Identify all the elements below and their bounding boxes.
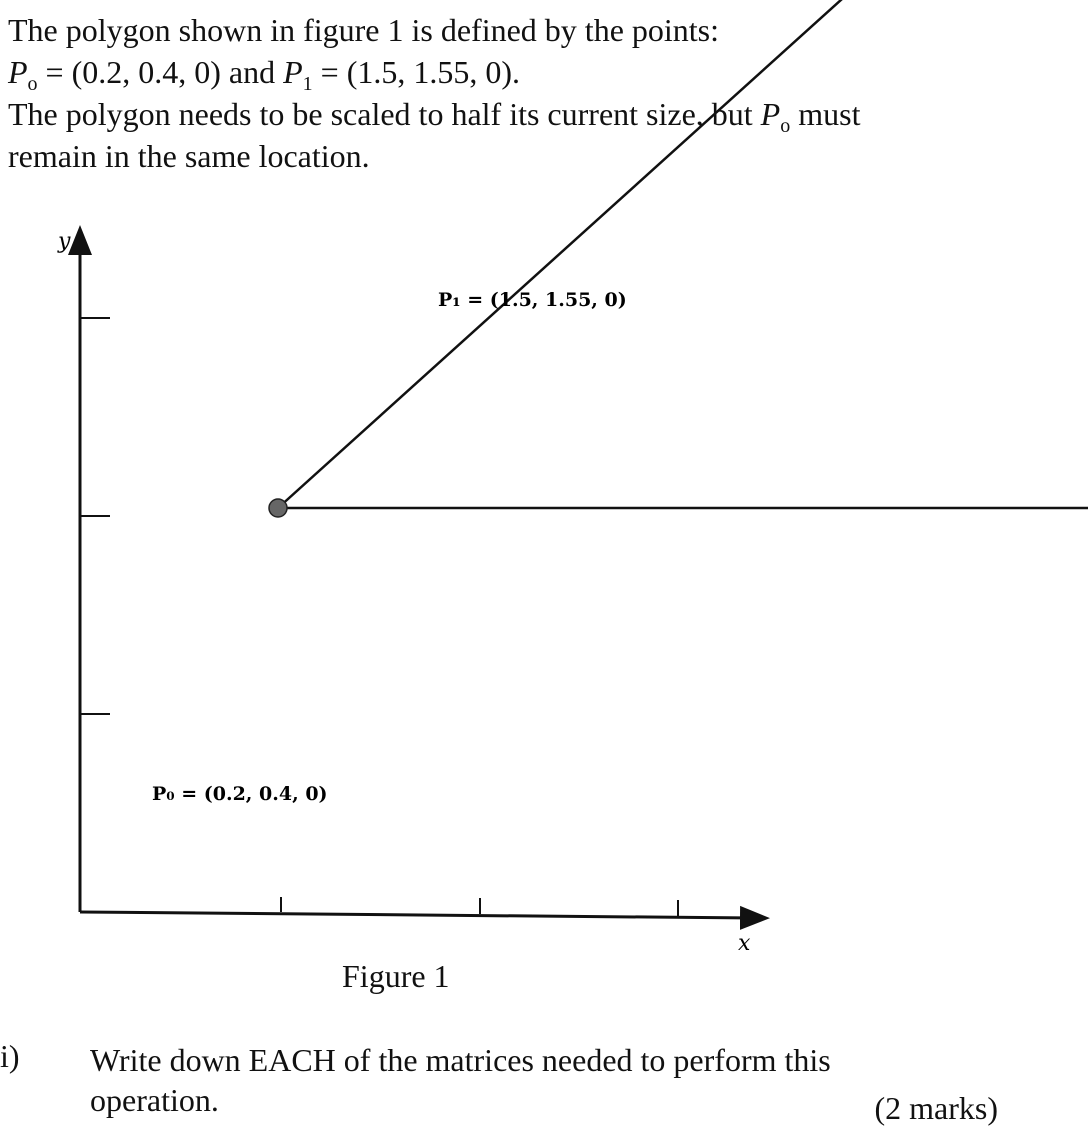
y-axis-label: y [58, 229, 71, 254]
p0-subscript: o [27, 73, 38, 95]
p0-subscript-2: o [780, 115, 791, 137]
figure-caption: Figure 1 [342, 958, 450, 994]
question-number: i) [0, 1038, 20, 1074]
intro-text-1: The polygon shown in figure 1 is defined by the points: [8, 12, 720, 48]
p0-symbol: P [8, 54, 28, 90]
question-line-2: operation. [90, 1082, 219, 1118]
p0-symbol-2: P [760, 96, 781, 132]
polygon [278, 0, 1088, 508]
intro-text-3a: The polygon needs to be scaled to half its current size, but [8, 96, 761, 132]
p0-value: = (0.2, 0.4, 0) and [37, 54, 284, 90]
question-line-1: Write down EACH of the matrices needed to perform this [90, 1042, 831, 1078]
x-axis [80, 912, 755, 918]
intro-text-3b: must [790, 96, 861, 132]
p1-symbol: P [283, 54, 303, 90]
point-p0 [269, 499, 287, 517]
p1-label: P₁ = (1.5, 1.55, 0) [438, 289, 627, 311]
x-axis-label: x [738, 931, 751, 956]
p1-subscript: 1 [302, 73, 313, 95]
p1-value: = (1.5, 1.55, 0). [312, 54, 521, 90]
question-marks: (2 marks) [874, 1090, 998, 1126]
p0-label: P₀ = (0.2, 0.4, 0) [152, 783, 328, 805]
question-text [90, 1040, 831, 1120]
intro-text-4: remain in the same location. [8, 138, 370, 174]
